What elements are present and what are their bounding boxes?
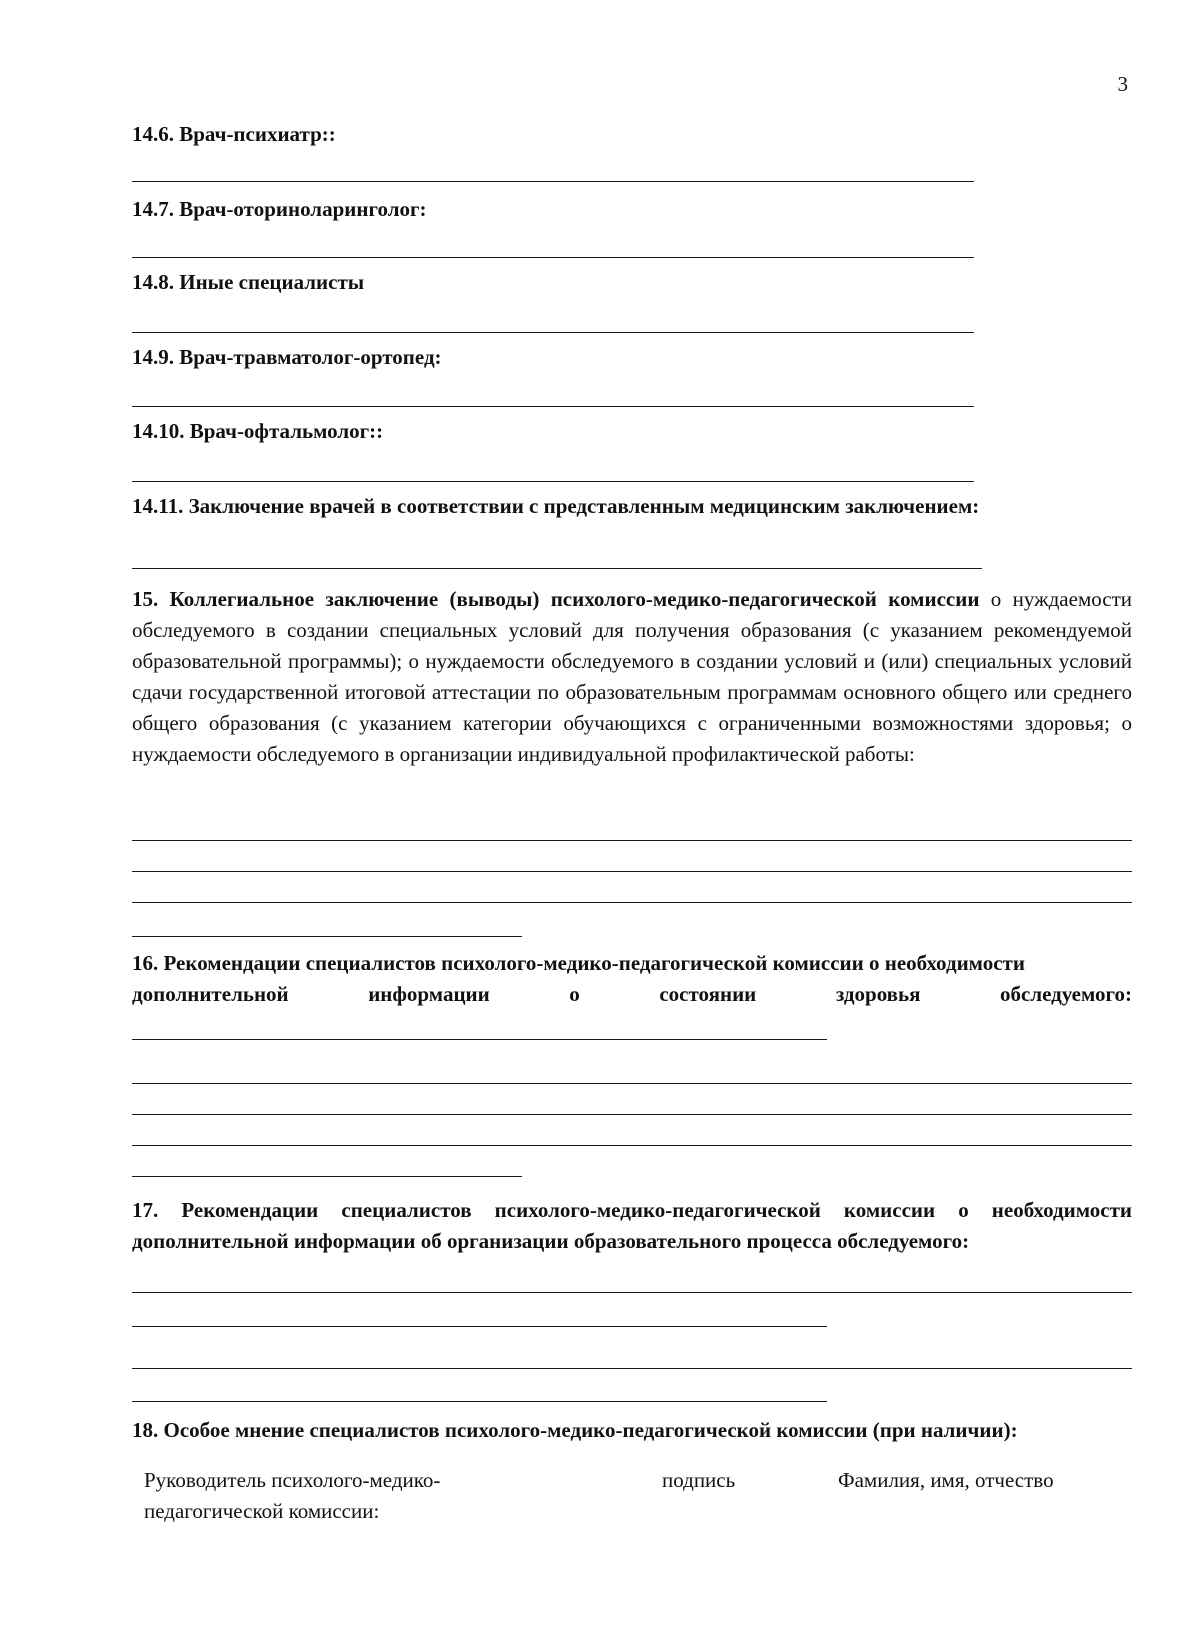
- section-14-8-heading: 14.8. Иные специалисты: [132, 270, 365, 294]
- answer-line: [132, 1176, 522, 1177]
- answer-line: [132, 481, 974, 482]
- section-14-6-heading: 14.6. Врач-психиатр::: [132, 122, 336, 146]
- answer-line: [132, 181, 974, 182]
- section-14-10-heading: 14.10. Врач-офтальмолог::: [132, 419, 384, 443]
- section-15-heading: 15. Коллегиальное заключение (выводы) психолого-медико-педагогической комиссии: [132, 587, 980, 611]
- answer-line: [132, 840, 1132, 841]
- signature-label: подпись: [662, 1468, 736, 1492]
- answer-line: [132, 332, 974, 333]
- page-number: 3: [1117, 72, 1128, 96]
- answer-line: [132, 936, 522, 937]
- section-16-heading-line-2: дополнительной информации о состоянии здоровья обследуемого:: [132, 982, 1132, 1006]
- signature-role: [144, 1465, 440, 1527]
- section-16-heading-line-1: 16. Рекомендации специалистов психолого-медико-педагогической комиссии о необходимости: [132, 951, 1025, 975]
- answer-line: [132, 257, 974, 258]
- signature-role-line-1: Руководитель психолого-медико-: [144, 1468, 441, 1492]
- answer-line: [132, 1145, 1132, 1146]
- answer-line: [132, 406, 974, 407]
- answer-line: [132, 1326, 827, 1327]
- answer-line: [132, 568, 982, 569]
- section-14-7-heading: 14.7. Врач-оториноларинголог:: [132, 197, 427, 221]
- answer-line: [132, 1292, 1132, 1293]
- section-17-heading: 17. Рекомендации специалистов психолого-медико-педагогической комиссии о необходимости дополнительной информации об организации образовательного процесса обследуемого:: [132, 1198, 1132, 1253]
- answer-line: [132, 871, 1132, 872]
- answer-line: [132, 1083, 1132, 1084]
- answer-line: [132, 1114, 1132, 1115]
- answer-line: [132, 1039, 827, 1040]
- section-14-11-heading: 14.11. Заключение врачей в соответствии с представленным медицинским заключением:: [132, 494, 980, 518]
- section-15-paragraph: [132, 584, 1132, 770]
- answer-line: [132, 902, 1132, 903]
- answer-line: [132, 1401, 827, 1402]
- answer-line: [132, 1368, 1132, 1369]
- section-18-heading: 18. Особое мнение специалистов психолого-медико-педагогической комиссии (при наличии):: [132, 1418, 1018, 1442]
- full-name-label: Фамилия, имя, отчество: [838, 1468, 1054, 1492]
- signature-role-line-2: педагогической комиссии:: [144, 1499, 380, 1523]
- section-15-text: о нуждаемости обследуемого в создании специальных условий для получения образования (с указанием рекомендуемой образовательной программы); о нуждаемости обследуемого в создании условий и (или) специальных условий сдачи государственной итоговой аттестации по образовательным программам основного общего или среднего общего образования (с указанием категории обучающихся с ограниченными возможностями здоровья; о нуждаемости обследуемого в организации индивидуальной профилактической работы:: [132, 587, 1132, 766]
- section-14-9-heading: 14.9. Врач-травматолог-ортопед:: [132, 345, 442, 369]
